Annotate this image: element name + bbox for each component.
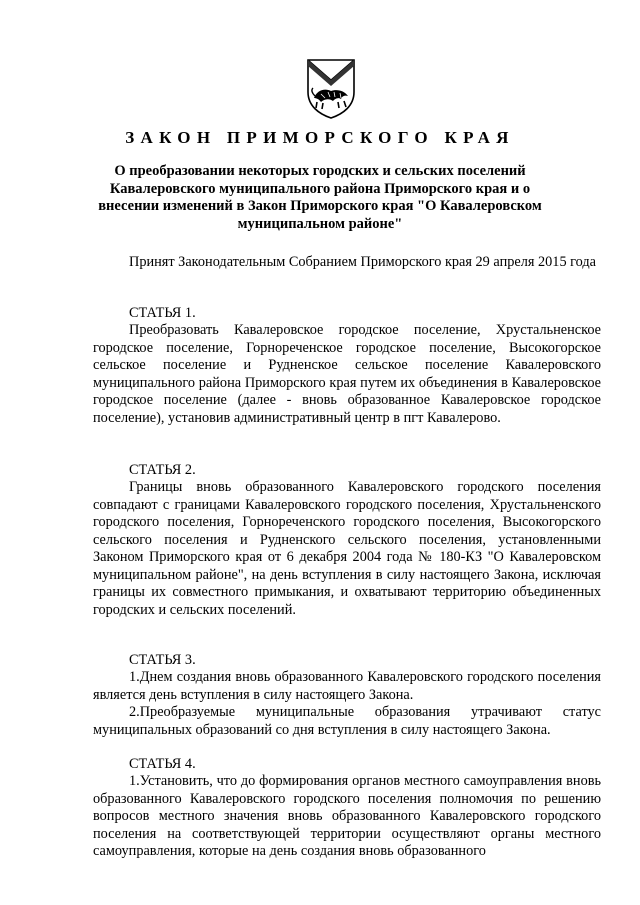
article-3-heading: СТАТЬЯ 3. [129, 652, 196, 668]
article-1-heading: СТАТЬЯ 1. [129, 305, 196, 321]
subtitle-line: Кавалеровского муниципального района Приморского края и о [109, 180, 531, 197]
primorsky-krai-coat-of-arms-icon [305, 58, 357, 120]
article-4-heading: СТАТЬЯ 4. [129, 756, 196, 772]
article-2-paragraph-1: Границы вновь образованного Кавалеровского городского поселения совпадают с границами Кавалеровского городского поселения, Хрустальненского городского поселения, Горнореченского городского поселения, Высокогорского сельского поселения и Рудненского сельского поселения, установленными Законом Приморского края от 6 декабря 2004 года № 180-КЗ "О Кавалеровском муниципальном районе", на день вступления в силу настоящего Закона, исключая границы их совместного примыкания, и охватывают территорию объединенных городских и сельских поселений. [93, 479, 601, 618]
adoption-note: Принят Законодательным Собранием Приморского края 29 апреля 2015 года [129, 254, 597, 270]
law-subtitle [88, 163, 552, 233]
subtitle-line: О преобразовании некоторых городских и сельских поселений [114, 163, 526, 179]
subtitle-line: внесении изменений в Закон Приморского края "О Кавалеровском [98, 198, 542, 214]
article-4-paragraph-1: 1.Установить, что до формирования органов местного самоуправления вновь образованного Кавалеровского городского поселения полномочия по решению вопросов местного значения вновь образованного Кавалеровского городского поселения на соответствующей территории осуществляют органы местного самоуправления, которые на день создания вновь образованного [93, 773, 601, 859]
subtitle-line: муниципальном районе" [237, 215, 403, 232]
law-title: ЗАКОН ПРИМОРСКОГО КРАЯ [125, 128, 515, 147]
article-1-paragraph-1: Преобразовать Кавалеровское городское поселение, Хрустальненское городское поселение, Горнореченское городское поселение, Высокогорское сельское поселение и Рудненское сельское поселение Кавалеровского муниципального района Приморского края путем их объединения в Кавалеровское городское поселение (далее - вновь образованное Кавалеровское городское поселение), установив административный центр в пгт Кавалерово. [93, 322, 601, 426]
article-3-paragraph-2: 2.Преобразуемые муниципальные образования утрачивают статус муниципальных образований со дня вступления в силу настоящего Закона. [93, 704, 601, 738]
article-2-heading: СТАТЬЯ 2. [129, 462, 196, 478]
article-3-paragraph-1: 1.Днем создания вновь образованного Кавалеровского городского поселения является день вступления в силу настоящего Закона. [93, 669, 601, 703]
